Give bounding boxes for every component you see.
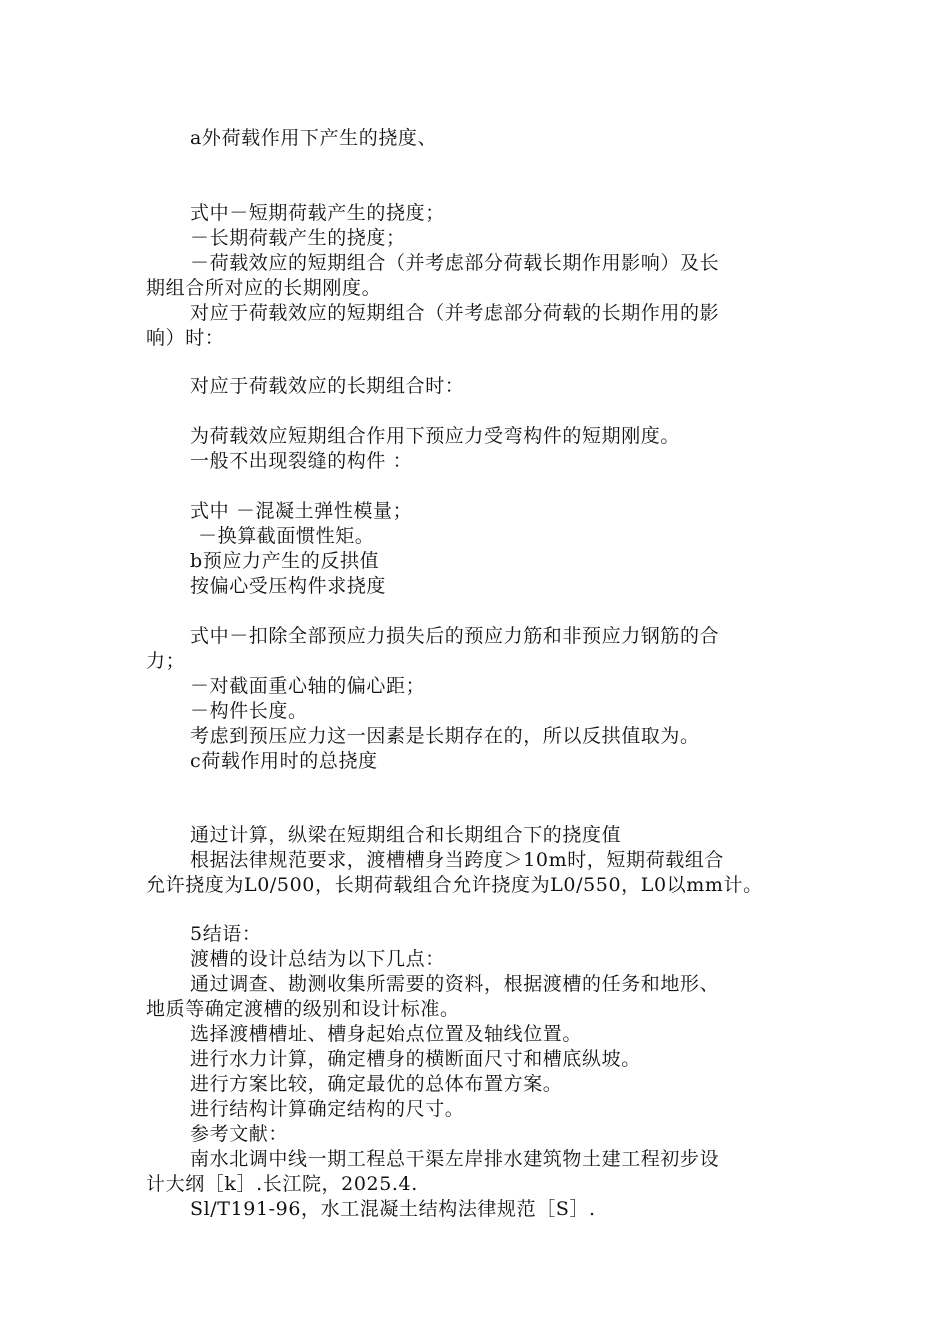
text-line: 进行结构计算确定结构的尺寸。 — [190, 1098, 465, 1120]
text-line: 式中 －混凝土弹性模量； — [190, 500, 413, 522]
text-line: 对应于荷载效应的长期组合时： — [190, 375, 465, 397]
text-line: b预应力产生的反拱值 — [190, 550, 380, 572]
text-line: 式中－短期荷载产生的挠度； — [190, 202, 445, 224]
text-line: 5结语： — [190, 923, 262, 945]
text-line: －荷载效应的短期组合（并考虑部分荷载长期作用影响）及长 — [190, 252, 720, 274]
text-line: 渡槽的设计总结为以下几点： — [190, 948, 445, 970]
text-line: 选择渡槽槽址、槽身起始点位置及轴线位置。 — [190, 1023, 583, 1045]
text-line: 按偏心受压构件求挠度 — [190, 575, 387, 597]
text-line: 进行方案比较，确定最优的总体布置方案。 — [190, 1073, 563, 1095]
text-line: 南水北调中线一期工程总干渠左岸排水建筑物土建工程初步设 — [190, 1148, 720, 1170]
text-line: 力； — [146, 650, 186, 672]
text-line: 计大纲［k］.长江院，2025.4. — [146, 1173, 418, 1195]
text-line: 进行水力计算，确定槽身的横断面尺寸和槽底纵坡。 — [190, 1048, 641, 1070]
text-line: 式中－扣除全部预应力损失后的预应力筋和非预应力钢筋的合 — [190, 625, 720, 647]
text-line: －换算截面惯性矩。 — [198, 525, 375, 547]
text-line: 对应于荷载效应的短期组合（并考虑部分荷载的长期作用的影 — [190, 302, 720, 324]
text-line: 允许挠度为L0/500，长期荷载组合允许挠度为L0/550，L0以mm计。 — [146, 874, 763, 896]
text-line: －对截面重心轴的偏心距； — [190, 675, 426, 697]
text-line: Sl/T191-96，水工混凝土结构法律规范［S］. — [190, 1198, 596, 1220]
text-line: a外荷载作用下产生的挠度、 — [190, 127, 438, 149]
text-line: 根据法律规范要求，渡槽槽身当跨度＞10m时，短期荷载组合 — [190, 849, 724, 871]
text-line: －构件长度。 — [190, 700, 308, 722]
text-line: 通过计算，纵梁在短期组合和长期组合下的挠度值 — [190, 824, 622, 846]
text-line: －长期荷载产生的挠度； — [190, 227, 406, 249]
text-line: 通过调查、勘测收集所需要的资料，根据渡槽的任务和地形、 — [190, 973, 720, 995]
text-line: 一般不出现裂缝的构件 ： — [190, 450, 413, 472]
text-line: 响）时： — [146, 327, 225, 349]
text-line: 为荷载效应短期组合作用下预应力受弯构件的短期刚度。 — [190, 425, 681, 447]
text-line: 参考文献： — [190, 1123, 289, 1145]
text-line: 考虑到预压应力这一因素是长期存在的，所以反拱值取为。 — [190, 725, 700, 747]
text-line: 地质等确定渡槽的级别和设计标准。 — [146, 998, 460, 1020]
text-line: 期组合所对应的长期刚度。 — [146, 277, 382, 299]
text-line: c荷载作用时的总挠度 — [190, 750, 378, 772]
